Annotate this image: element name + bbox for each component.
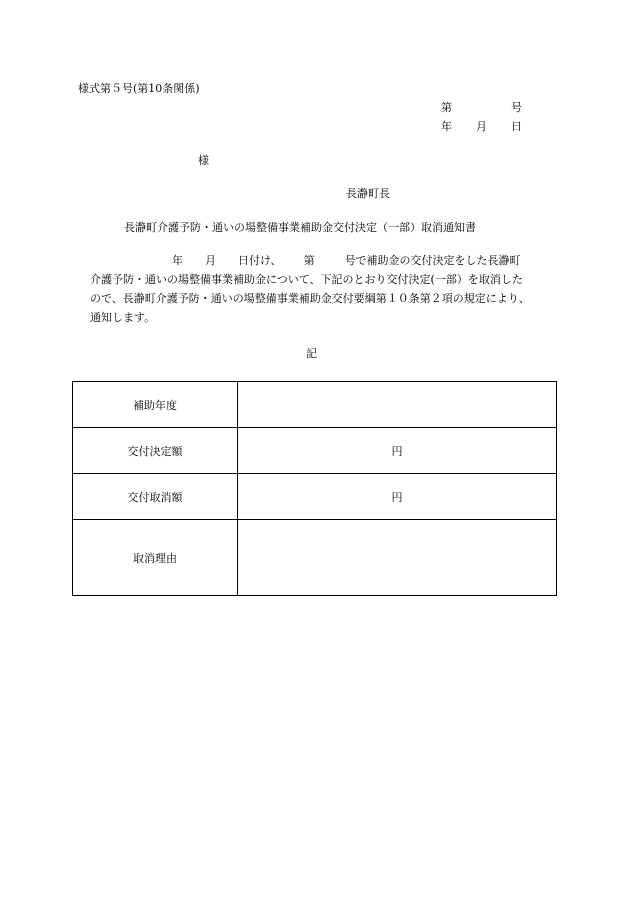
sender: 長瀞町長 — [346, 187, 390, 200]
body-year: 年 — [172, 254, 183, 267]
body-line-1-rest: 号で補助金の交付決定をした長瀞町 — [344, 254, 521, 267]
body-line-3: ので、長瀞町介護予防・通いの場整備事業補助金交付要綱第１０条第２項の規定により、 — [90, 292, 530, 305]
table-row — [73, 520, 557, 596]
date-year: 年 — [441, 120, 452, 133]
body-line-4: 通知します。 — [90, 311, 156, 324]
form-label: 様式第５号(第10条関係) — [78, 82, 200, 95]
body-text — [90, 251, 560, 327]
row-label-cancel-reason: 取消理由 — [73, 520, 238, 596]
date-month: 月 — [476, 120, 487, 133]
table-row — [73, 474, 557, 520]
yen-unit: 円 — [391, 490, 403, 504]
cancel-amount-field[interactable] — [238, 474, 557, 520]
yen-unit: 円 — [391, 444, 403, 458]
date-day: 日 — [511, 120, 522, 133]
recipient-suffix: 様 — [198, 154, 209, 167]
doc-number-suffix: 号 — [511, 101, 522, 114]
table-row — [73, 428, 557, 474]
body-number-prefix: 第 — [303, 254, 315, 267]
body-line-1 — [90, 251, 560, 270]
body-line-2: 介護予防・通いの場整備事業補助金について、下記のとおり交付決定(一部）を取消した — [90, 273, 523, 286]
body-day: 日付け、 — [238, 254, 282, 267]
table-row — [73, 382, 557, 428]
cancel-reason-field[interactable] — [238, 520, 557, 596]
decision-amount-field[interactable] — [238, 428, 557, 474]
row-label-cancel-amount: 交付取消額 — [73, 474, 238, 520]
body-month: 月 — [205, 254, 216, 267]
doc-number-prefix: 第 — [441, 101, 452, 114]
fiscal-year-field[interactable] — [238, 382, 557, 428]
row-label-fiscal-year: 補助年度 — [73, 382, 238, 428]
document-title: 長瀞町介護予防・通いの場整備事業補助金交付決定（一部）取消通知書 — [124, 221, 476, 234]
row-label-decision-amount: 交付決定額 — [73, 428, 238, 474]
record-table — [72, 381, 557, 596]
ki-heading: 記 — [306, 347, 317, 360]
